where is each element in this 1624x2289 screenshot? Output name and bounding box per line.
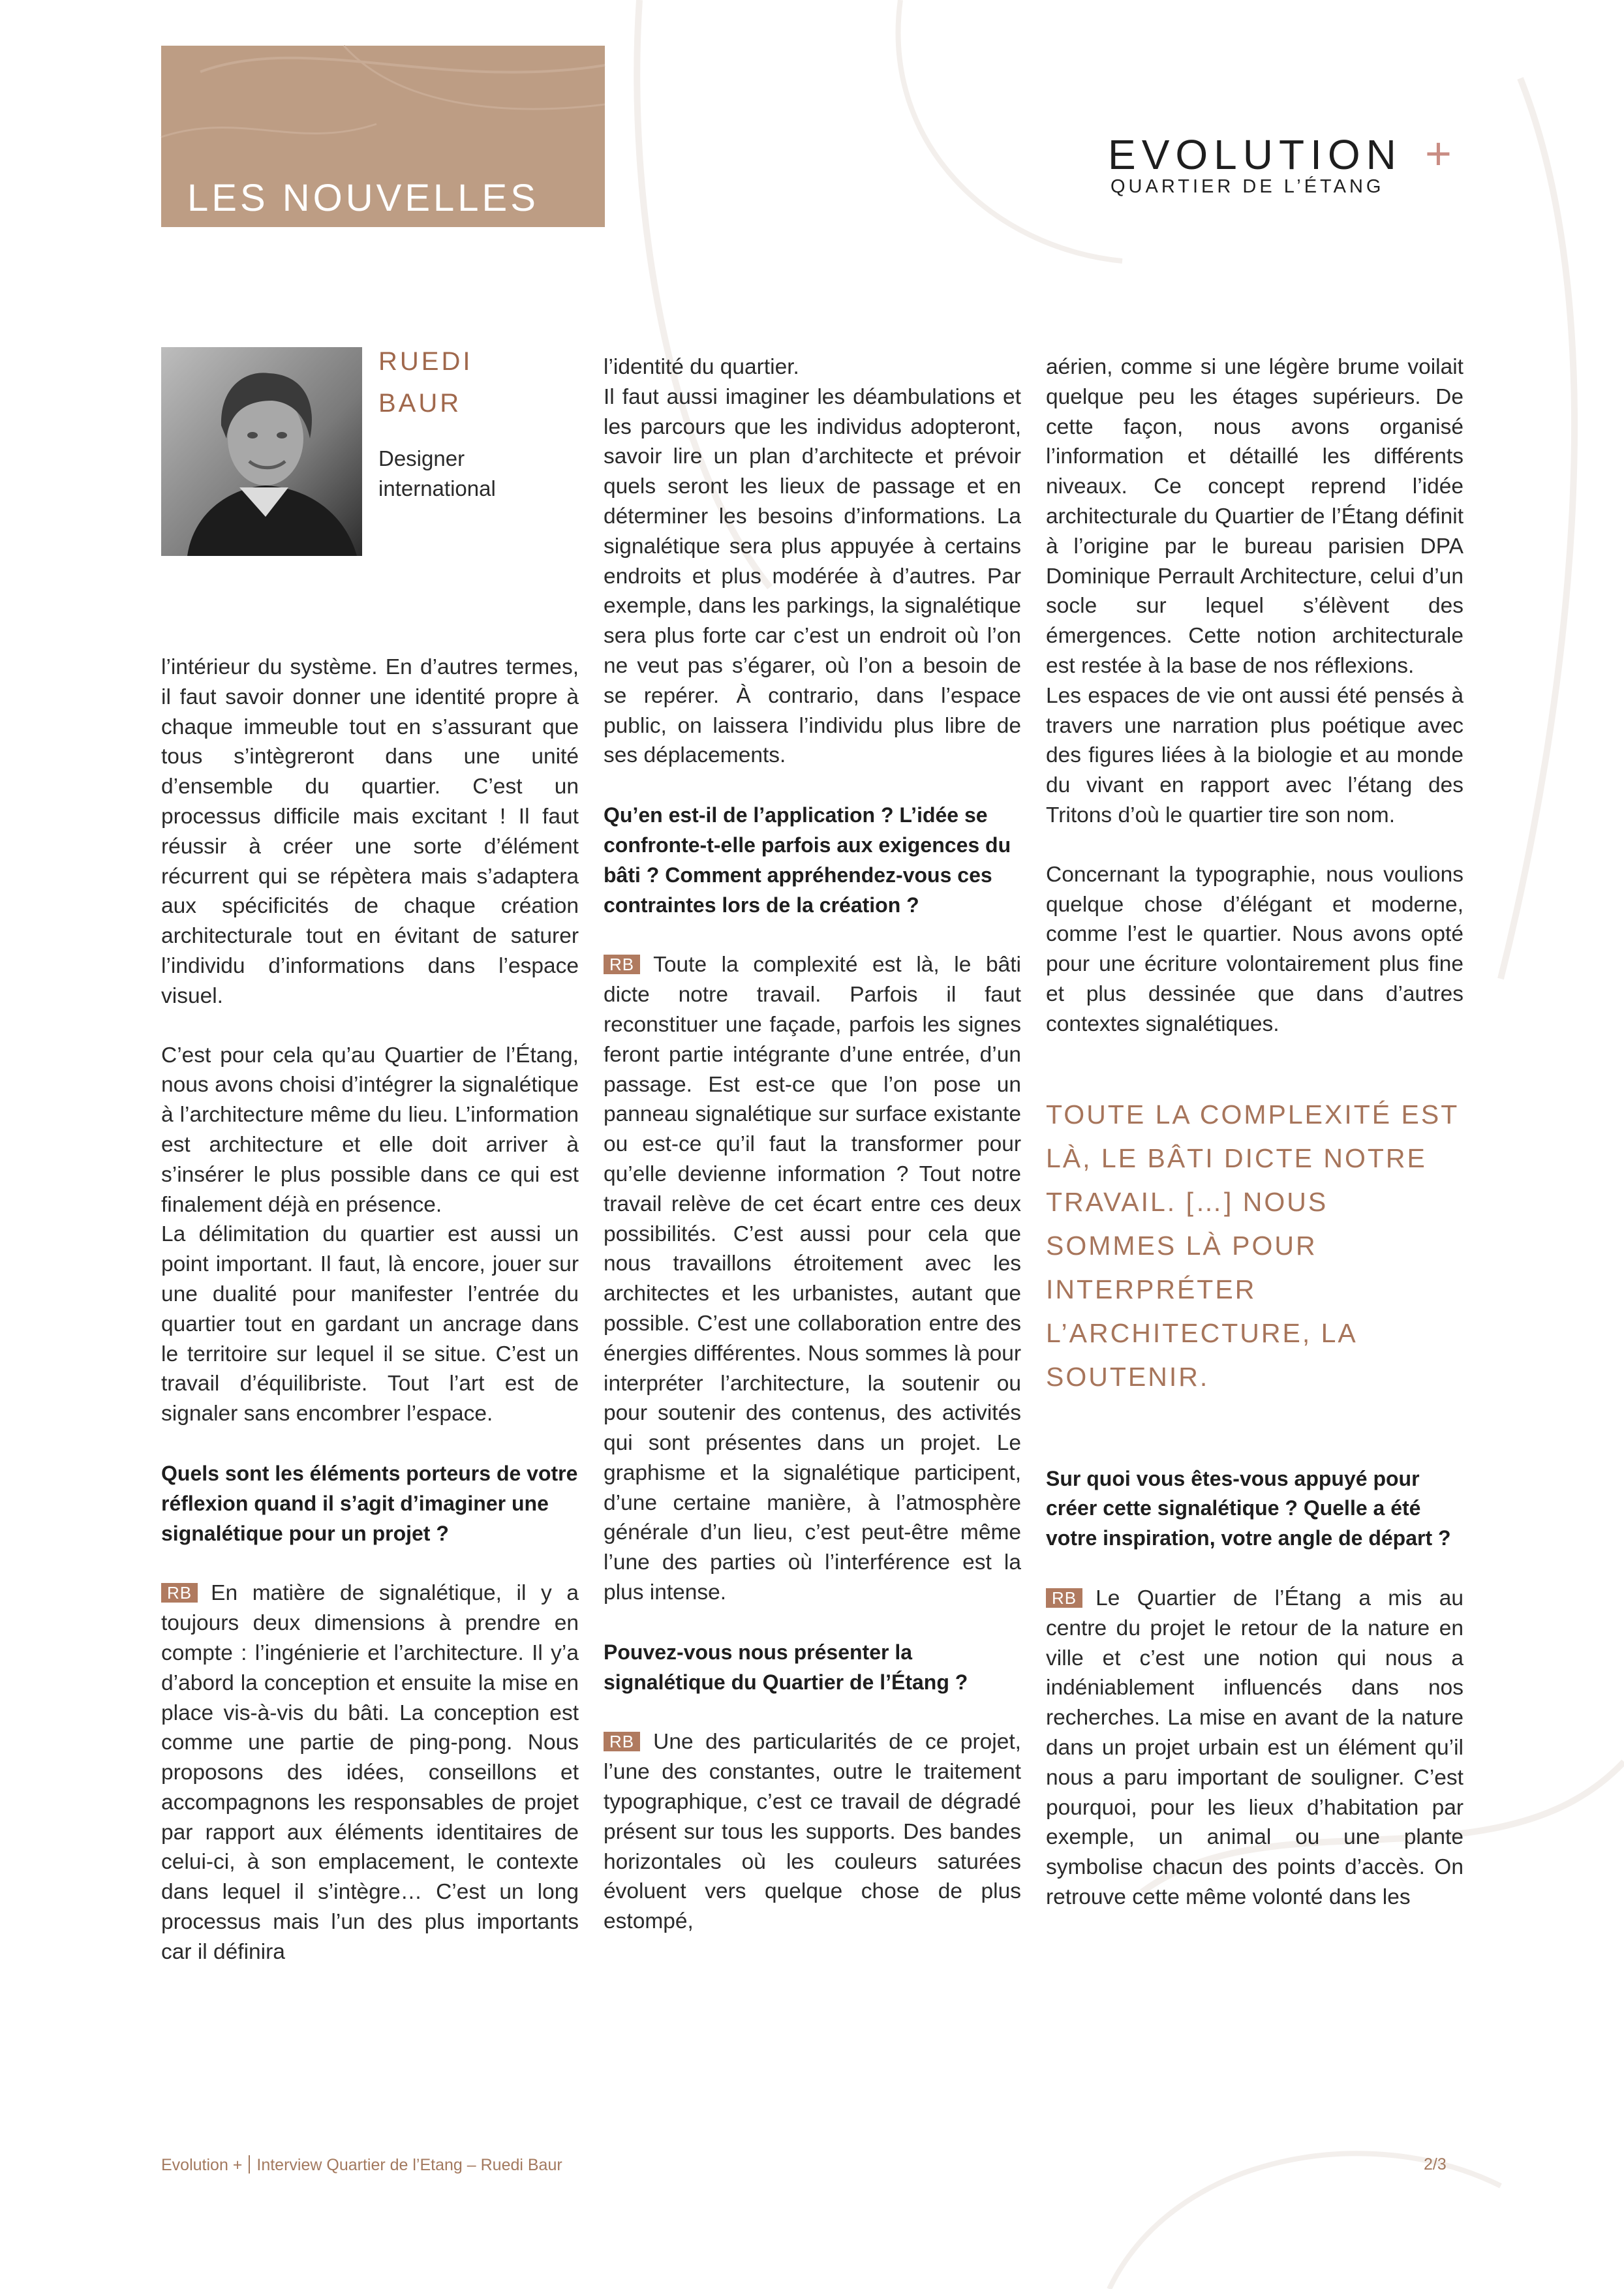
author-first-name: RUEDI (378, 347, 473, 376)
paragraph: l’intérieur du système. En d’autres termes, il faut savoir donner une identité propre à chaque immeuble tout en s’assurant que tous s’intègreront dans une unité d’ensemble du quartier. C’est un processus difficile mais excitant ! Il faut réussir à créer une sorte d’élément récurrent qui se répètera mais s’adaptera aux spécificités de chaque création architecturale tout en évitant de saturer l’individu d’informations dans l’espace visuel. (161, 655, 579, 1008)
logo-plus-sign: + (1425, 128, 1452, 179)
portrait-photo (161, 347, 362, 556)
interview-question: Sur quoi vous êtes-vous appuyé pour créer cette signalétique ? Quelle a été votre inspiration, votre angle de départ ? (1046, 1466, 1451, 1550)
logo-wordmark: EVOLUTION (1108, 131, 1402, 178)
article-column-2 (604, 352, 1021, 1937)
paragraph: Les espaces de vie ont aussi été pensés à travers une narration plus poétique avec des figures liées à la biologie et au monde du vivant en rapport avec l’étang des Tritons d’où le quartier tire son nom. (1046, 683, 1463, 827)
answer-text: En matière de signalétique, il y a toujours deux dimensions à prendre en compte : l’ingénierie et l’architecture. Il y’a d’abord la conception et ensuite la mise en place vis-à-vis du bâti. La conception est comme une partie de ping-pong. Nous proposons des idées, conseillons et accompagnons les responsables de projet par rapport aux éléments identitaires de celui-ci, à son emplacement, le contexte dans lequel il s’intègre… C’est un long processus mais l’un des plus importants car il définira (161, 1581, 579, 1964)
interview-answer (161, 1578, 579, 1967)
answer-text: Une des particularités de ce projet, l’une des constantes, outre le traitement typographique, c’est ce travail de dégradé présent sur tous les supports. Des bandes horizontales où les couleurs saturées évoluent vers quelque chose de plus estompé, (604, 1730, 1021, 1934)
answer-text: Le Quartier de l’Étang a mis au centre du projet le retour de la nature en ville et c’est une notion qui nous a indéniablement influencés dans nos recherches. La mise en avant de la nature dans un projet urbain est un élément qu’il nous a paru important de souligner. C’est pourquoi, pour les lieux d’habitation par exemple, un animal ou une plante symbolise chacun des points d’accès. On retrouve cette même volonté dans les (1046, 1586, 1463, 1909)
footer-title: Interview Quartier de l’Etang – Ruedi Baur (256, 2156, 562, 2174)
interview-question: Quels sont les éléments porteurs de votre réflexion quand il s’agit d’imaginer une signalétique pour un projet ? (161, 1461, 578, 1545)
answer-text: Toute la complexité est là, le bâti dicte notre travail. Parfois il faut reconstituer une façade, parfois les signes feront partie intégrante d’une entrée, d’un passage. Est est-ce que l’on pose un panneau signalétique sur surface existante ou est-ce qu’il faut la transformer pour qu’elle devienne information ? Tout notre travail relève de cet écart entre ces deux possibilités. C’est aussi pour cela que nous travaillons étroitement avec les architectes et les urbanistes, autant que possible. C’est une collaboration entre des énergies différentes. Nous sommes là pour interpréter l’architecture, la soutenir ou pour soutenir des contenus, des activités qui sont présentes dans un projet. Le graphisme et la signalétique participent, d’une certaine manière, à l’atmosphère générale d’un lieu, c’est peut-être même l’une des parties où l’interférence est la plus intense. (604, 953, 1021, 1605)
logo-subtitle: QUARTIER DE L’ÉTANG (1111, 176, 1385, 197)
paragraph: La délimitation du quartier est aussi un point important. Il faut, là encore, jouer sur une dualité pour manifester l’entrée du quartier tout en gardant un ancrage dans le territoire sur lequel il se situe. C’est un travail d’équilibriste. Tout l’art est de signaler sans encombrer l’espace. (161, 1222, 579, 1426)
paragraph: Concernant la typographie, nous voulions quelque chose d’élégant et moderne, comme l’est le quartier. Nous avons opté pour une écriture volontairement plus fine et plus dessinée que dans d’autres contextes signalétiques. (1046, 862, 1463, 1036)
article-column-1 (161, 653, 579, 1967)
interview-answer (604, 950, 1021, 1608)
author-last-name: BAUR (378, 389, 462, 418)
speaker-tag: RB (604, 955, 640, 974)
page-number: 2/3 (1424, 2155, 1447, 2174)
author-portrait (161, 347, 362, 556)
paragraph: l’identité du quartier. (604, 355, 799, 379)
paragraph: Il faut aussi imaginer les déambulations et les parcours que les individus adopteront, savoir lire un plan d’architecte et prévoir quels seront les lieux de passage et en déterminer les besoins d’informations. La signalétique sera plus appuyée à certains endroits et plus modérée à d’autres. Par exemple, dans les parkings, la signalétique sera plus forte car c’est un endroit où l’on ne veut pas s’égarer, où l’on a besoin de se repérer. À contrario, dans l’espace public, on laissera l’individu plus libre de ses déplacements. (604, 384, 1021, 768)
interview-answer (1046, 1584, 1463, 1913)
article-column-3 (1046, 352, 1463, 1913)
speaker-tag: RB (1046, 1588, 1082, 1608)
footer-divider (249, 2155, 250, 2174)
evolution-logo (1108, 128, 1463, 202)
pull-quote: TOUTE LA COMPLEXITÉ EST LÀ, LE BÂTI DICTE NOTRE TRAVAIL. […] NOUS SOMMES LÀ POUR INTERPRÉTER L’ARCHITECTURE, LA SOUTENIR. (1046, 1099, 1459, 1392)
interview-question: Pouvez-vous nous présenter la signalétique du Quartier de l’Étang ? (604, 1640, 968, 1694)
speaker-tag: RB (604, 1732, 640, 1751)
newsletter-date: 11.11.2021 (187, 238, 303, 260)
interview-answer (604, 1727, 1021, 1937)
footer-credits (161, 2155, 562, 2175)
paragraph: C’est pour cela qu’au Quartier de l’Étang, nous avons choisi d’intégrer la signalétique à l’architecture même du lieu. L’information est architecture et elle doit arriver à s’insérer le plus possible dans ce qui est finalement déjà en présence. (161, 1043, 579, 1217)
interview-question: Qu’en est-il de l’application ? L’idée se confronte-t-elle parfois aux exigences du bâti ? Comment appréhendez-vous ces contraintes lors de la création ? (604, 803, 1011, 917)
author-role: Designer international (378, 446, 496, 500)
footer-brand: Evolution + (161, 2156, 243, 2174)
newsletter-title: LES NOUVELLES (187, 177, 539, 219)
paragraph: aérien, comme si une légère brume voilait quelque peu les étages supérieurs. De cette façon, nous avons organisé l’information et détaillé les différents niveaux. Ce concept reprend l’idée architecturale du Quartier de l’Étang définit à l’origine par le bureau parisien DPA Dominique Perrault Architecture, celui d’un socle sur lequel s’élèvent des émergences. Cette notion architecturale est restée à la base de nos réflexions. (1046, 355, 1463, 678)
newsletter-badge (161, 46, 605, 260)
speaker-tag: RB (161, 1583, 198, 1603)
